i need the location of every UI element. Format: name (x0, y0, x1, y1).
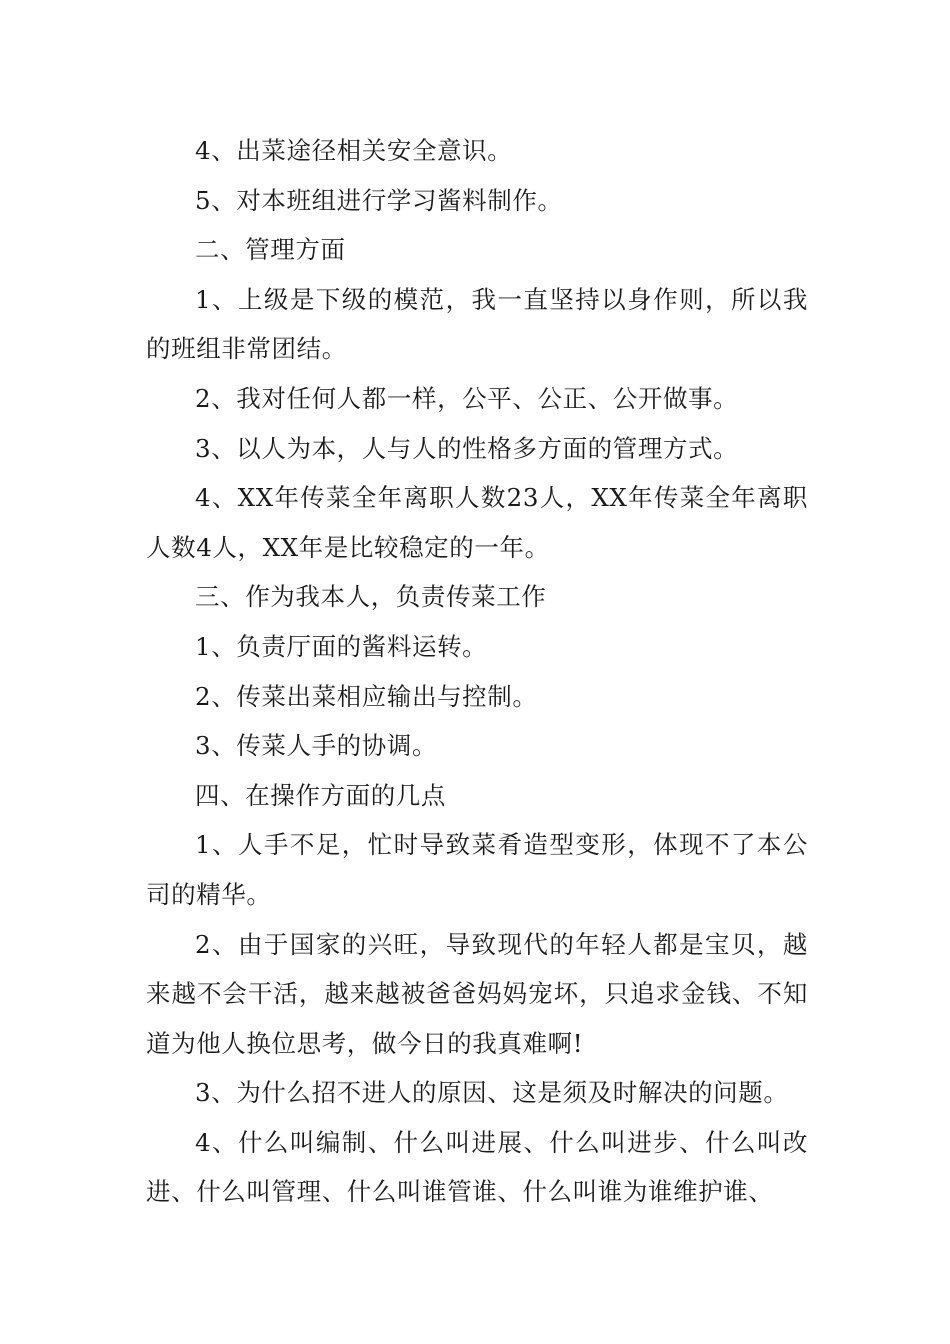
section-heading-responsibility: 三、作为我本人，负责传菜工作 (195, 582, 547, 612)
list-item-people-oriented: 3、以人为本，人与人的性格多方面的管理方式。 (195, 433, 739, 463)
list-item-definitions: 4、什么叫编制、什么叫进展、什么叫进步、什么叫改进、什么叫管理、什么叫谁管谁、什么叫谁为谁维护谁、 (146, 1127, 808, 1207)
section-heading-management: 二、管理方面 (195, 235, 346, 265)
list-item-output-control: 2、传菜出菜相应输出与控制。 (195, 681, 538, 711)
list-item-recruiting: 3、为什么招不进人的原因、这是须及时解决的问题。 (195, 1078, 789, 1108)
list-item-understaffed: 1、人手不足，忙时导致菜肴造型变形，体现不了本公司的精华。 (146, 830, 808, 909)
list-item-lead-by-example: 1、上级是下级的模范，我一直坚持以身作则，所以我的班组非常团结。 (146, 284, 808, 364)
list-item-turnover: 4、XX年传菜全年离职人数23人，XX年传菜全年离职人数4人，XX年是比较稳定的一年。 (146, 483, 808, 562)
list-item-safety-awareness: 4、出菜途径相关安全意识。 (195, 136, 513, 165)
list-item-young-workers: 2、由于国家的兴旺，导致现代的年轻人都是宝贝，越来越不会干活，越来越被爸爸妈妈宠坏，只追求金钱、不知道为他人换位思考，做今日的我真难啊! (146, 929, 808, 1058)
list-item-sauce-training: 5、对本班组进行学习酱料制作。 (195, 185, 563, 215)
document-page (146, 126, 808, 1217)
list-item-sauce-operation: 1、负责厅面的酱料运转。 (195, 631, 488, 661)
list-item-fairness: 2、我对任何人都一样，公平、公正、公开做事。 (195, 383, 739, 413)
list-item-staff-coordination: 3、传菜人手的协调。 (195, 731, 438, 761)
section-heading-operations: 四、在操作方面的几点 (195, 780, 446, 810)
